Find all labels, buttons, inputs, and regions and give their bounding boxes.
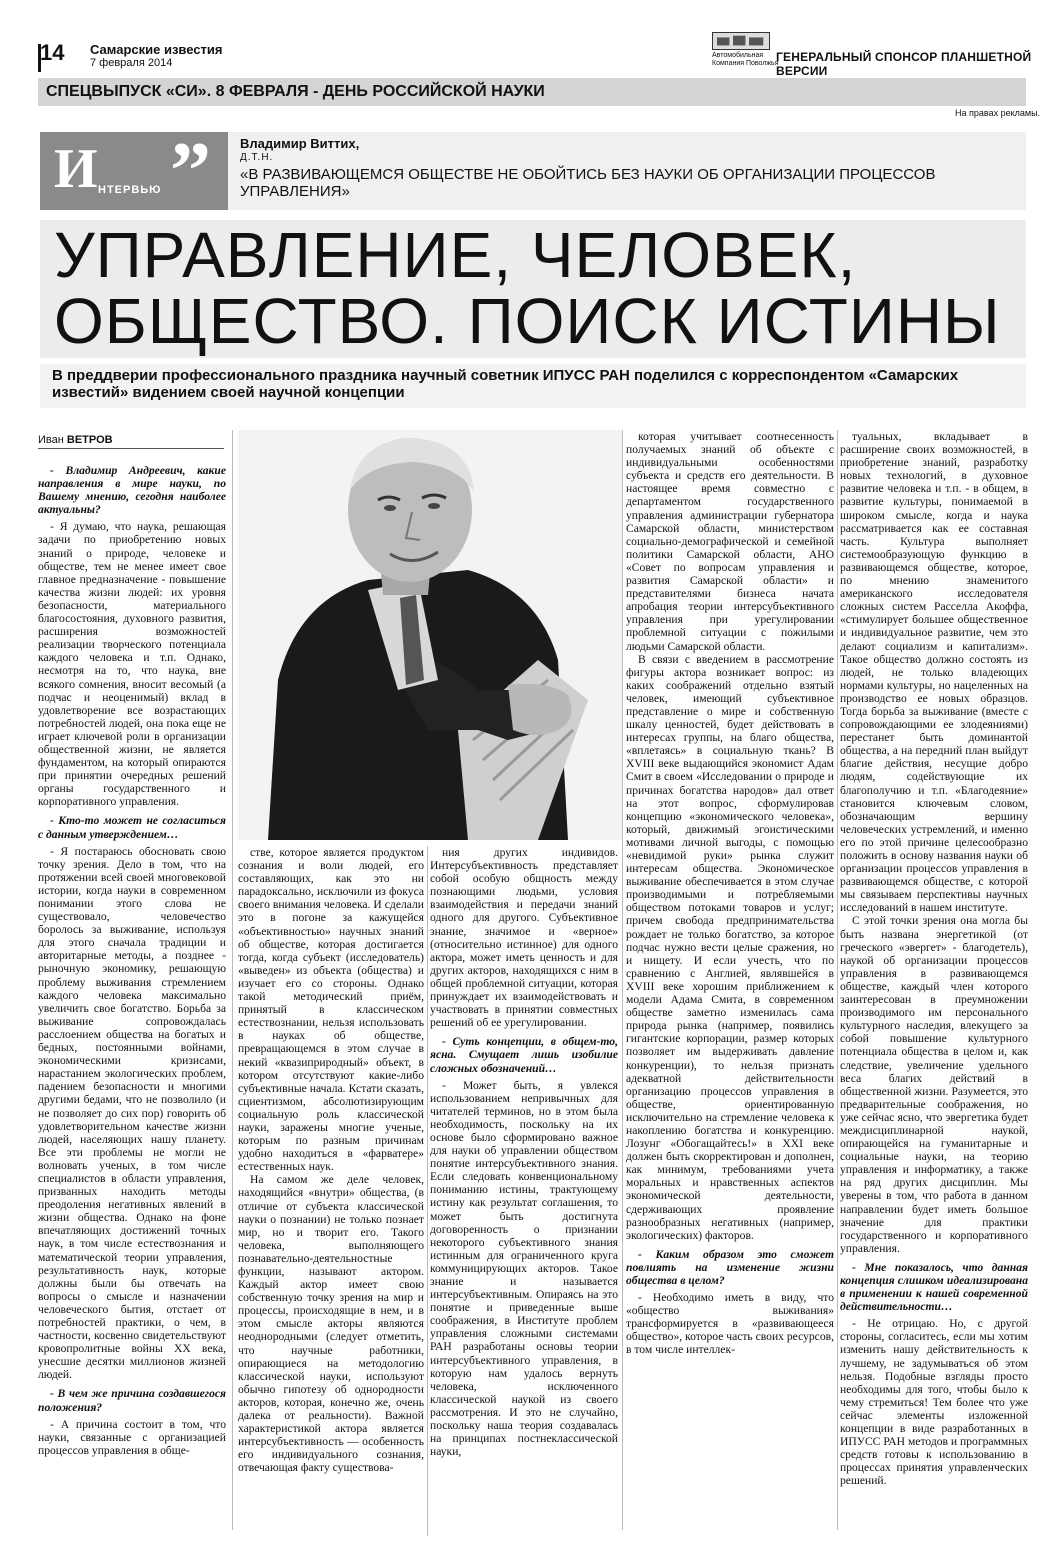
article-column-2 <box>238 846 424 1536</box>
sponsor-logo <box>712 32 779 72</box>
article-paragraph: В связи с введением в рассмотрение фигуры актора возникает вопрос: из каких соображений отдельно взятый человек, имеющий субъективное представление о мире и собственную шкалу ценностей, будет действовать в интересах группы, на благо общества, «вплетаясь» в социальную ткань? В XVIII веке выдающийся экономист Адам Смит в своем «Исследовании о природе и причинах богатства народов» дал ответ на этот вопрос, сформулировав концепцию «экономического человека», который, движимый эгоистическими мотивами личной выгоды, с помощью «невидимой руки» рынка служит интересам общества. Экономическое выживание обеспечивается в этом случае производимыми и потребляемыми обществом потоками товаров и услуг; причем свобода предпринимательства рождает не только богатство, за которое подчас нужно вести целые сражения, но и нищету. И если учесть, что по сравнению с Англией, являвшейся в XVIII веке хорошим приближением к модели Адама Смита, в современном обществе заметно изменилась сама природа рынка (например, появились гигантские корпорации, размер которых позволяет им выдерживать давление конкуренции), то нельзя признать адекватной действительности организацию процессов управления в обществе, ориентированную исключительно на стремление человека к накоплению богатства и конкуренцию. Лозунг «Обогащайтесь!» в XXI веке должен быть скорректирован и дополнен, как минимум, требованиями учета моральных и нравственных аспектов экономической деятельности, сдерживающих проявление разнообразных негативных (например, экологических) факторов. <box>626 652 834 1242</box>
interview-question: - Владимир Андреевич, какие направления в мире науки, по Вашему мнению, сегодня наиболее актуальны? <box>38 464 226 517</box>
article-paragraph: С этой точки зрения она могла бы быть названа энергетикой (от греческого «эвергет» - благодетель), наукой об организации процессов управления в развивающемся обществе, каждый член которого заинтересован в преумножении производимого им персонального культурного наследия, влекущего за собой повышение культурного потенциала общества в целом и, как следствие, увеличение удельного веса благих действий в общественной жизни. Разумеется, это предварительные соображения, но уже сейчас ясно, что эвергетика будет междисциплинарной наукой, опирающейся на гуманитарные и социальные науки, на теорию управления и информатику, а также на ряд других дисциплин. Мы уверены в том, что работа в данном направлении будет иметь большое значение для практики государственного и корпоративного управления. <box>840 914 1028 1255</box>
article-paragraph: - А причина состоит в том, что науки, связанные с организацией процессов управления в обще- <box>38 1417 226 1457</box>
publication-name: Самарские известия <box>90 42 223 57</box>
publication-date: 7 февраля 2014 <box>90 57 173 69</box>
quote-mark-icon: ” <box>170 125 211 216</box>
interview-question: - Каким образом это сможет повлиять на изменение жизни общества в целом? <box>626 1247 834 1287</box>
portrait-image <box>238 430 622 840</box>
interview-question: - Кто-то может не согласиться с данным утверждением… <box>38 814 226 841</box>
pull-quote: «В РАЗВИВАЮЩЕМСЯ ОБЩЕСТВЕ НЕ ОБОЙТИСЬ БЕЗ НАУКИ ОБ ОРГАНИЗАЦИИ ПРОЦЕССОВ УПРАВЛЕНИЯ» <box>240 166 936 200</box>
article-column-4 <box>626 430 834 1530</box>
special-issue-banner: СПЕЦВЫПУСК «СИ». 8 ФЕВРАЛЯ - ДЕНЬ РОССИЙСКОЙ НАУКИ <box>38 78 1026 106</box>
author-name: Владимир Виттих, <box>240 136 360 151</box>
article-paragraph: ния других индивидов. Интерсубъективность представляет собой особую общность между познающими людьми, условия взаимодействия и передачи знаний одного для другого. Субъективное знание, значимое и «верное» (относительно истинное) для одного актора, может иметь ценность и для других акторов, находящихся с ним в общей проблемной ситуации, которая принуждает их взаимодействовать и участвовать в принятии совместных решений об ее урегулировании. <box>430 846 618 1030</box>
interview-question: - Суть концепции, в общем-то, ясна. Смущает лишь изобилие сложных обозначений… <box>430 1035 618 1075</box>
article-column-3 <box>430 846 618 1536</box>
car-logo-icon <box>712 32 770 50</box>
headline <box>40 220 1026 358</box>
ad-note: На правах рекламы. <box>955 108 1041 118</box>
article-paragraph: - Может быть, я увлекся использованием непривычных для читателей терминов, но в этом была необходимость, поскольку на их основе было сформировано важное для науки об управлении обществом понятие интерсубъективного знания. Если следовать конвенциональному пониманию истины, трактующему истину как результат соглашения, то может быть достигнута договоренность о признании некоторого субъективного знания истинным для ограниченного круга коммуницирующих акторов. Такое знание и называется интерсубъективным. Опираясь на это понятие и приведенные выше соображения, в Институте проблем управления сложными системами РАН разработаны основы теории интерсубъективного управления, в которую нам удалось вернуть человека, исключенного классической наукой из своего рассмотрения. И это не случайно, поскольку наша теория создавалась на принципах постнеклассической науки, <box>430 1078 618 1459</box>
article-paragraph: которая учитывает соотнесенность получаемых знаний об объекте с индивидуальными особенностями субъекта и средств его деятельности. В настоящее время совместно с департаментом государственного управления администрации губернатора Самарской области, министерством социально-демографической и семейной политики Самарской области, АНО «Совет по вопросам управления и развития Самарской области» и представителями бизнеса начата апробация теории интерсубъективного управления при урегулировании проблемной ситуации с пожилыми людьми Самарской области. <box>626 430 834 653</box>
byline-last-name: ВЕТРОВ <box>66 434 113 446</box>
article-paragraph: - Я думаю, что наука, решающая задачи по приобретению новых знаний о природе, человеке и обществе, тем не менее имеет свое главное предназначение - повышение качества жизни людей: их уровня безопасности, материального благосостояния, духовного развития, расширения возможностей реализации творческого потенциала каждого человека и т.п. Однако, несмотря на то, что наука, вне всякого сомнения, вносит весомый (а подчас и неоценимый) вклад в удовлетворение все возрастающих потребностей людей, она пока еще не играет ключевой роли в организации общественной жизни, не является фундаментом, на который опираются при принятии очередных решений органы государственного и корпоративного управления. <box>38 520 226 809</box>
column-divider <box>837 430 838 1530</box>
article-paragraph: туальных, вкладывает в расширение своих возможностей, в приобретение знаний, разработку новых технологий, в духовное развитие человека и т.п. - в общем, в развитие культуры, понимаемой в широком смысле, когда и наука рассматривается как ее составная часть. Культура выполняет системообразующую функцию в развивающемся обществе, которое, по мнению знаменитого американского исследователя сложных систем Расселла Акоффа, «стимулирует большее общественное и индивидуальное развитие, чем это делают социализм и капитализм». Такое общество должно состоять из людей, не только владеющих нормами культуры, но нацеленных на производство ее новых образцов. Тогда борьба за выживание (вместе с сопровождающими ее злодеяниями) перестанет быть доминантой общества, а на передний план выйдут благие действия, несущие добро людям, содействующие их благополучию и т.п. «Благодеяние» становится ключевым словом, обозначающим вершину человеческих устремлений, и именно его по этой причине целесообразно положить в основу названия науки об организации процессов управления в развивающемся обществе, с которой мы связываем перспективы научных исследований в нашем институте. <box>840 430 1028 915</box>
article-paragraph: стве, которое является продуктом сознания и воли людей, его составляющих, как это ни парадоксально, исключили из фокуса своего внимания человека. И сделали это в погоне за кажущейся «объективностью» научных знаний об обществе, которая достигается тогда, когда субъект (исследователь) «выведен» из объекта (общества) и изучает его со стороны. Однако такой методический приём, принятый в классическом естествознании, нельзя использовать в науках об обществе, превращающемся в этом случае в некий «квазиприродный» объект, в котором отсутствуют какие-либо субъективные начала. Кстати сказать, сциентизмом, абсолютизирующим социальную роль классической науки, заражены многие ученые, которым по разным причинам удобно находиться в «фарватере» естественных наук. <box>238 846 424 1174</box>
lead-paragraph: В преддверии профессионального праздника научный советник ИПУСС РАН поделился с корреспондентом «Самарских известий» видением своей научной концепции <box>40 364 1026 408</box>
interview-badge <box>40 125 228 216</box>
column-divider <box>427 846 428 1536</box>
author-degree: Д.Т.Н. <box>240 152 274 163</box>
headline-line-2: ОБЩЕСТВО. ПОИСК ИСТИНЫ <box>54 285 1001 357</box>
byline-rule <box>38 448 224 449</box>
column-divider <box>232 430 233 1530</box>
interview-question: - В чем же причина создавшегося положения? <box>38 1387 226 1414</box>
sponsor-logo-text: Автомобильная Компания Поволжья <box>712 52 779 67</box>
interview-initial: И <box>54 138 98 200</box>
interview-question: - Мне показалось, что данная концепция слишком идеализирована в применении к нашей современной действительности… <box>840 1260 1028 1314</box>
article-paragraph: - Не отрицаю. Но, с другой стороны, согласитесь, если мы хотим изменить нашу действительность к лучшему, не задумываться об этом нельзя. Подобные взгляды просто необходимы для того, чтобы было к чему стремиться! Тем более что уже сейчас элементы изложенной концепции в виде разработанных в ИПУСС РАН методов и программных средств готовы к использованию в процессах принятия управленческих решений. <box>840 1317 1028 1488</box>
column-divider <box>622 430 623 1530</box>
page-number: 14 <box>40 40 65 65</box>
article-column-5 <box>840 430 1028 1530</box>
article-paragraph: - Необходимо иметь в виду, что «общество выживания» трансформируется в «развивающееся общество», которое часть своих ресурсов, в том числе интеллек- <box>626 1291 834 1357</box>
interview-label: НТЕРВЬЮ <box>98 184 162 196</box>
sponsor-label: ГЕНЕРАЛЬНЫЙ СПОНСОР ПЛАНШЕТНОЙ ВЕРСИИ <box>776 50 1032 78</box>
portrait-photo <box>238 430 622 840</box>
byline-first-name: Иван <box>38 434 64 446</box>
byline <box>38 434 113 446</box>
article-paragraph: - Я постараюсь обосновать свою точку зрения. Дело в том, что на протяжении всей своей многовековой истории, когда науки в современном понимании этого слова не существовало, человечество боролось за выживание, используя для этого сначала традиции и авторитарные методы, а позднее - рыночную экономику, решающую проблему выживания стремлением каждого человека максимально увеличить свое богатство. Борьба за выживание сопровождалась расслоением общества на богатых и бедных, постоянными войнами, экономическими кризисами, нарастанием экологических проблем, падением безопасности и многими другими бедами, что не позволило (и не позволяет до сих пор) говорить об удовлетворительном качестве жизни людей, населяющих нашу планету. Все эти проблемы не могли не волновать ученых, в том числе специалистов в области управления, призванных находить методы преодоления негативных явлений в жизни общества. Однако на фоне впечатляющих достижений точных наук, в том числе естествознания и математической теории управления, результативность наук, которые должны были бы отвечать на вопросы о смысле и назначении человеческого бытия, отстает от потребностей практики, о чем, в частности, косвенно свидетельствуют кровопролитные войны XX века, унесшие десятки миллионов жизней людей. <box>38 844 226 1382</box>
article-column-1 <box>38 458 226 1528</box>
article-paragraph: На самом же деле человек, находящийся «внутри» общества, (в отличие от субъекта классической науки о познании) не только познает мир, но и творит его. Такого человека, выполняющего познавательно-деятельностные функции, называют актором. Каждый актор имеет свою собственную точку зрения на мир и процессы, происходящие в нем, и в этом смысле акторы являются неоднородными (следует отметить, что научные работники, опирающиеся на методологию классической науки, используют обычно гипотезу об однородности акторов, которая, конечно же, очень далека от реальности). Важной характеристикой актора является интерсубъективность — особенность его индивидуального сознания, отвечающая факту существова- <box>238 1173 424 1475</box>
headline-line-1: УПРАВЛЕНИЕ, ЧЕЛОВЕК, <box>54 219 857 291</box>
